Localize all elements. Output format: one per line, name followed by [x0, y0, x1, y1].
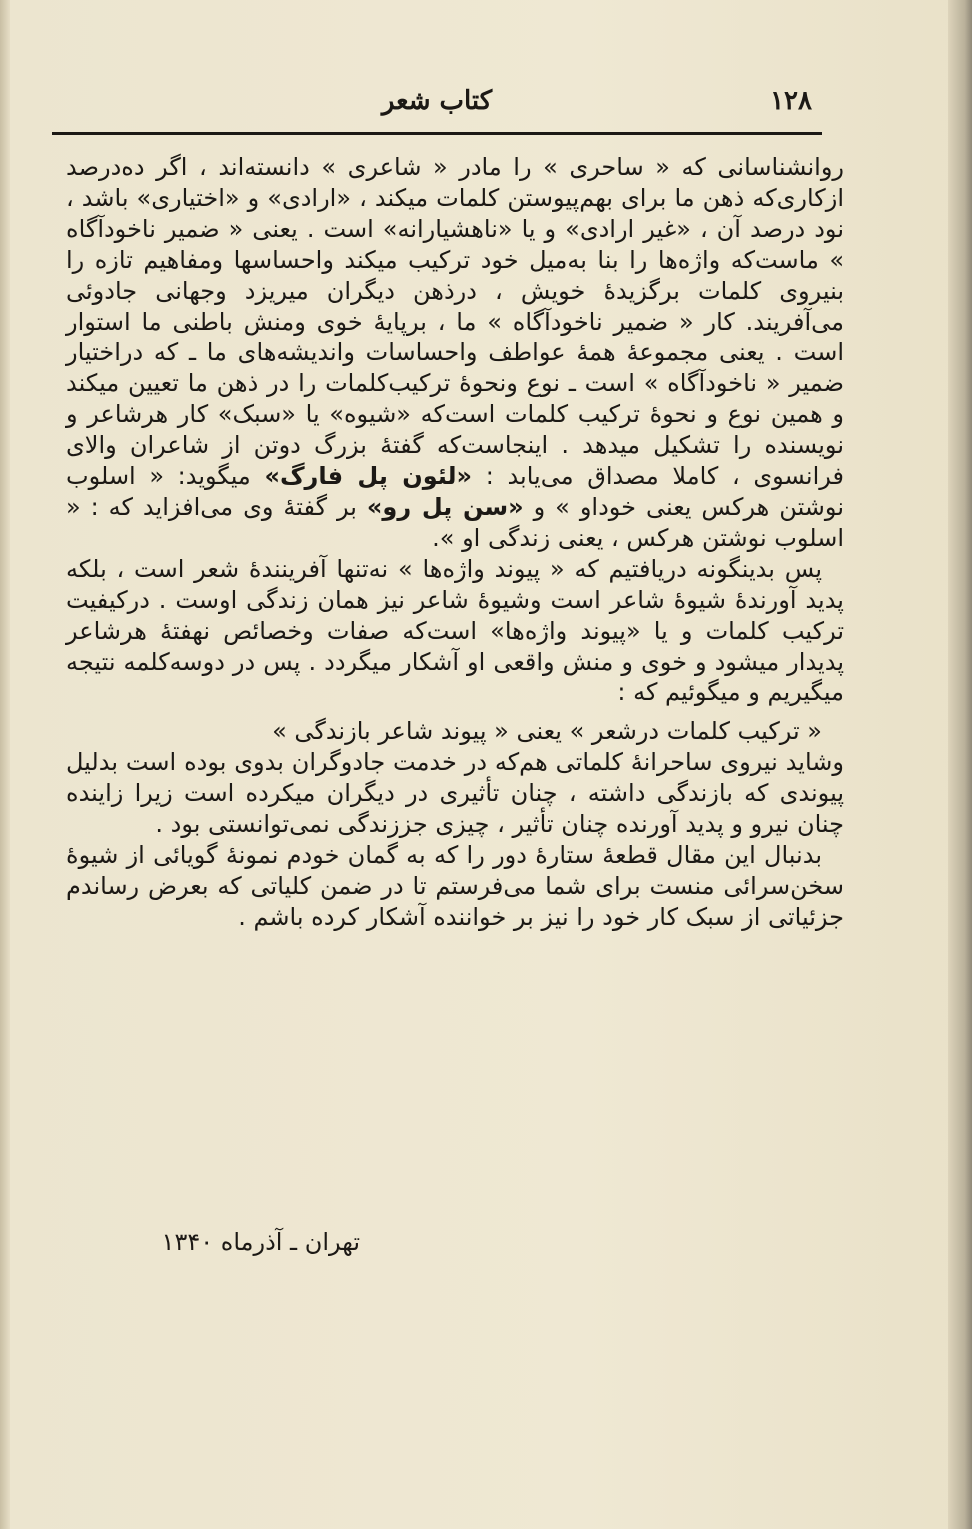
conclusion-line: « ترکیب کلمات درشعر » یعنی « پیوند شاعر بازندگی » [272, 717, 822, 746]
paragraph-2: پس بدینگونه دریافتیم که « پیوند واژه‌ها » نه‌تنها آفرینندهٔ شعر است ، بلکه پدید آورندهٔ شیوهٔ شاعر است وشیوهٔ شاعر نیز همان زندگی اوست . درکیفیت ترکیب کلمات و یا «پیوند واژه‌ها» است‌که صفات وخصائص نهفتهٔ هرشاعر پدیدار میشود و خوی و منش واقعی او آشکار میگردد . پس در دوسه‌کلمه نتیجه میگیریم و میگوئیم که : [66, 554, 844, 707]
running-title: کتاب شعر [381, 86, 493, 116]
header-rule [52, 132, 822, 135]
page-header [52, 80, 822, 128]
quoted-name-saint-pol-roux: «سن پل رو» [366, 492, 524, 521]
quoted-name-fargue: «لئون پل فارگ» [264, 462, 473, 491]
paragraph-3: وشاید نیروی ساحرانهٔ کلماتی هم‌که در خدمت جادوگران بدوی بوده است بدلیل پیوندی که بازندگی داشته ، چنان تأثیری در دیگران میکرده است زیرا زاینده چنان نیرو و پدید آورنده چنان تأثیر ، چیزی جززندگی نمی‌توانستی بود . [66, 748, 844, 839]
page-edge-right [948, 0, 972, 1529]
paragraph-1-text: روانشناسانی که « ساحری » را مادر « شاعری » دانسته‌اند ، اگر ده‌درصد ازکاری‌که ذهن ما برای بهم‌پیوستن کلمات میکند ، «ارادی» و «اختیاری» باشد ، نود درصد آن ، «غیر ارادی» و یا «ناهشیارانه» است . یعنی « ضمیر ناخودآگاه » ماست‌که واژه‌ها را بنا به‌میل خود ترکیب میکند واحساسها ومفاهیم تازه را بنیروی کلمات برگزیدهٔ خویش ، درذهن دیگران میریزد وجهانی جادوئی می‌آفریند. کار « ضمیر ناخودآگاه » ما ، برپایهٔ خوی ومنش باطنی ما استوار است . یعنی مجموعهٔ همهٔ عواطف واحساسات واندیشه‌های ما ـ که دراختیار ضمیر « ناخودآگاه » است ـ نوع ونحوهٔ ترکیب‌کلمات را در ذهن ما تعیین میکند و همین نوع و نحوهٔ ترکیب کلمات است‌که «شیوه» یا «سبک» کار هرشاعر و نویسنده را تشکیل میدهد . اینجاست‌که گفتهٔ بزرگ دوتن از شاعران والای فرانسوی ، کاملا مصداق می‌یابد : [66, 153, 844, 491]
paragraph-4: بدنبال این مقال قطعهٔ ستارهٔ دور را که به گمان خودم نمونهٔ گویائی از شیوهٔ سخن‌سرائی منست برای شما می‌فرستم تا در ضمن کلیاتی که بعرض رساندم جزئیاتی از سبک کار خود را نیز بر خواننده آشکار کرده باشم . [66, 840, 844, 931]
page-edge-left [0, 0, 10, 1529]
body-text [66, 152, 844, 933]
paragraph-1-end: بر گفتهٔ وی می‌افزاید که : « اسلوب نوشتن هرکس ، یعنی زندگی او ». [66, 492, 844, 552]
paragraph-1 [66, 152, 844, 554]
page-number: ۱۲۸ [770, 86, 812, 116]
place-date-signature: تهران ـ آذرماه ۱۳۴۰ [161, 1228, 360, 1256]
paragraph-1-cont: میگوید: « اسلوب نوشتن هرکس یعنی خوداو » و [66, 462, 844, 521]
